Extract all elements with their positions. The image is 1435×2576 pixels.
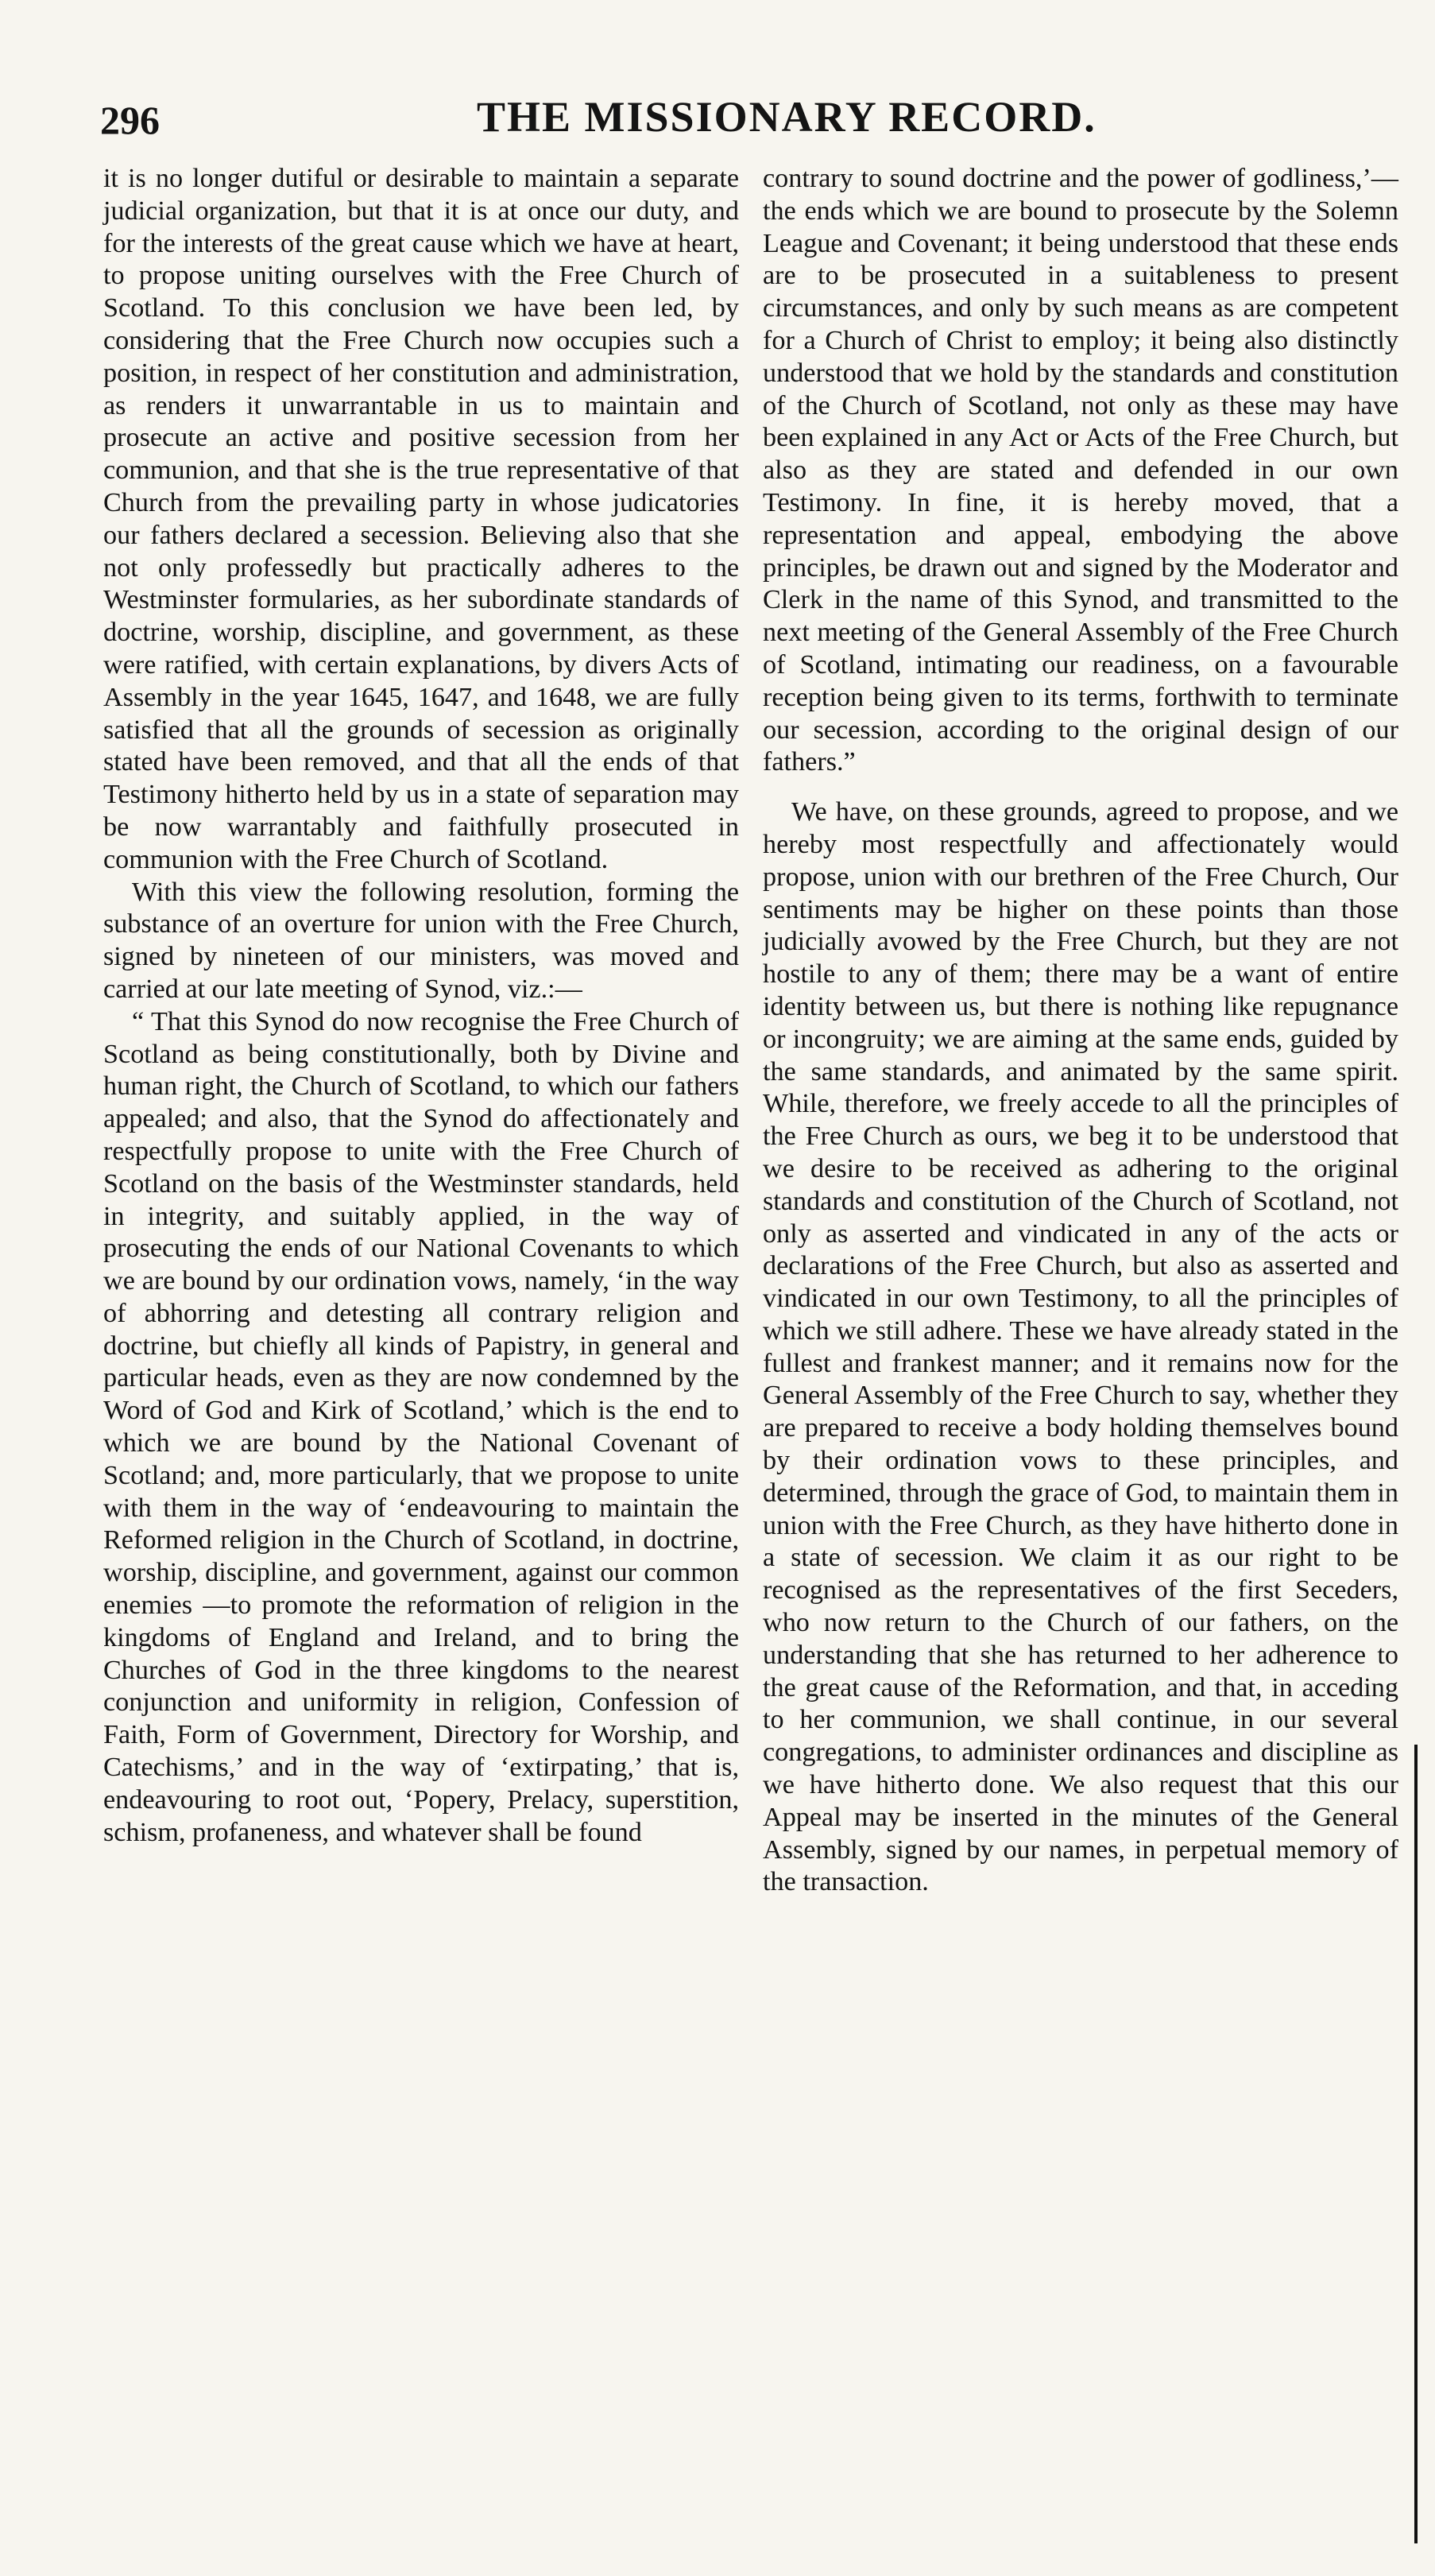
- page-header: [0, 0, 1435, 159]
- paragraph: With this view the following resolution, forming the substance of an overture for union with the Free Church, signed by nineteen of our ministers, was moved and carried at our late meeting of Synod, viz.:—: [103, 877, 739, 1004]
- right-column: [763, 163, 1398, 1899]
- paragraph: We have, on these grounds, agreed to propose, and we hereby most respectfully and affectionately would propose, union with our brethren of the Free Church, Our sentiments may be higher on these points than those judicially avowed by the Free Church, but they are not hostile to any of them; there may be a want of entire identity between us, but there is nothing like repugnance or incongruity; we are aiming at the same ends, guided by the same standards, and animated by the same spirit. While, therefore, we freely accede to all the principles of the Free Church as ours, we beg it to be understood that we desire to be received as adhering to the original standards and constitution of the Church of Scotland, not only as asserted and vindicated in any of the acts or declarations of the Free Church, but also as asserted and vindicated in our own Testimony, to all the principles of which we still adhere. These we have already stated in the fullest and frankest manner; and it remains now for the General Assembly of the Free Church to say, whether they are prepared to receive a body holding themselves bound by their ordination vows to these principles, and determined, through the grace of God, to maintain them in union with the Free Church, as they have hitherto done in a state of secession. We claim it as our right to be recognised as the representatives of the first Seceders, who now return to the Church of our fathers, on the understanding that she has returned to her adherence to the great cause of the Reformation, and that, in acceding to her communion, we shall continue, in our several congregations, to administer ordinances and discipline as we have hitherto done. We also request that this our Appeal may be inserted in the minutes of the General Assembly, signed by our names, in perpetual memory of the transaction.: [763, 797, 1398, 1897]
- left-column: [103, 163, 739, 1849]
- paragraph: “ That this Synod do now recognise the Free Church of Scotland as being constitutionally, both by Divine and human right, the Church of Scotland, to which our fathers appealed; and also, that the Synod do affectionately and respectfully propose to unite with the Free Church of Scotland on the basis of the Westminster standards, held in integrity, and suitably applied, in the way of prosecuting the ends of our National Covenants to which we are bound by our ordination vows, namely, ‘in the way of abhorring and detesting all contrary religion and doctrine, but chiefly all kinds of Papistry, in general and particular heads, even as they are now condemned by the Word of God and Kirk of Scotland,’ which is the end to which we are bound by the National Covenant of Scotland; and, more particularly, that we propose to unite with them in the way of ‘endeavouring to maintain the Reformed religion in the Church of Scotland, in doctrine, worship, discipline, and government, against our common enemies —to promote the reformation of religion in the kingdoms of England and Ireland, and to bring the Churches of God in the three kingdoms to the nearest conjunction and uniformity in religion, Confession of Faith, Form of Government, Directory for Worship, and Catechisms,’ and in the way of ‘extirpating,’ that is, endeavouring to root out, ‘Popery, Prelacy, superstition, schism, profaneness, and whatever shall be found: [103, 1006, 739, 1847]
- paragraph-gap: [763, 779, 1398, 796]
- paragraph: it is no longer dutiful or desirable to maintain a separate judicial organization, but that it is at once our duty, and for the interests of the great cause which we have at heart, to propose uniting ourselves with the Free Church of Scotland. To this conclusion we have been led, by considering that the Free Church now occupies such a position, in respect of her constitution and administration, as renders it unwarrantable in us to maintain and prosecute an active and positive secession from her communion, and that she is the true representative of that Church from the prevailing party in whose judicatories our fathers declared a secession. Believing also that she not only professedly but practically adheres to the Westminster formularies, as her subordinate standards of doctrine, worship, discipline, and government, as these were ratified, with certain explanations, by divers Acts of Assembly in the year 1645, 1647, and 1648, we are fully satisfied that all the grounds of secession as originally stated have been removed, and that all the ends of that Testimony hitherto held by us in a state of separation may be now warrantably and faithfully prosecuted in communion with the Free Church of Scotland.: [103, 164, 739, 874]
- running-title: THE MISSIONARY RECORD.: [477, 93, 1097, 141]
- paragraph: contrary to sound doctrine and the power of godliness,’—the ends which we are bound to prosecute by the Solemn League and Covenant; it being understood that these ends are to be prosecuted in a suitableness to present circumstances, and only by such means as are competent for a Church of Christ to employ; it being also distinctly understood that we hold by the standards and constitution of the Church of Scotland, not only as these may have been explained in any Act or Acts of the Free Church, but also as they are stated and defended in our own Testimony. In fine, it is hereby moved, that a representation and appeal, embodying the above principles, be drawn out and signed by the Moderator and Clerk in the name of this Synod, and transmitted to the next meeting of the General Assembly of the Free Church of Scotland, intimating our readiness, on a favourable reception being given to its terms, forthwith to terminate our secession, according to the original design of our fathers.”: [763, 164, 1398, 777]
- margin-rule: [1414, 1745, 1418, 2543]
- page-number: 296: [100, 98, 160, 142]
